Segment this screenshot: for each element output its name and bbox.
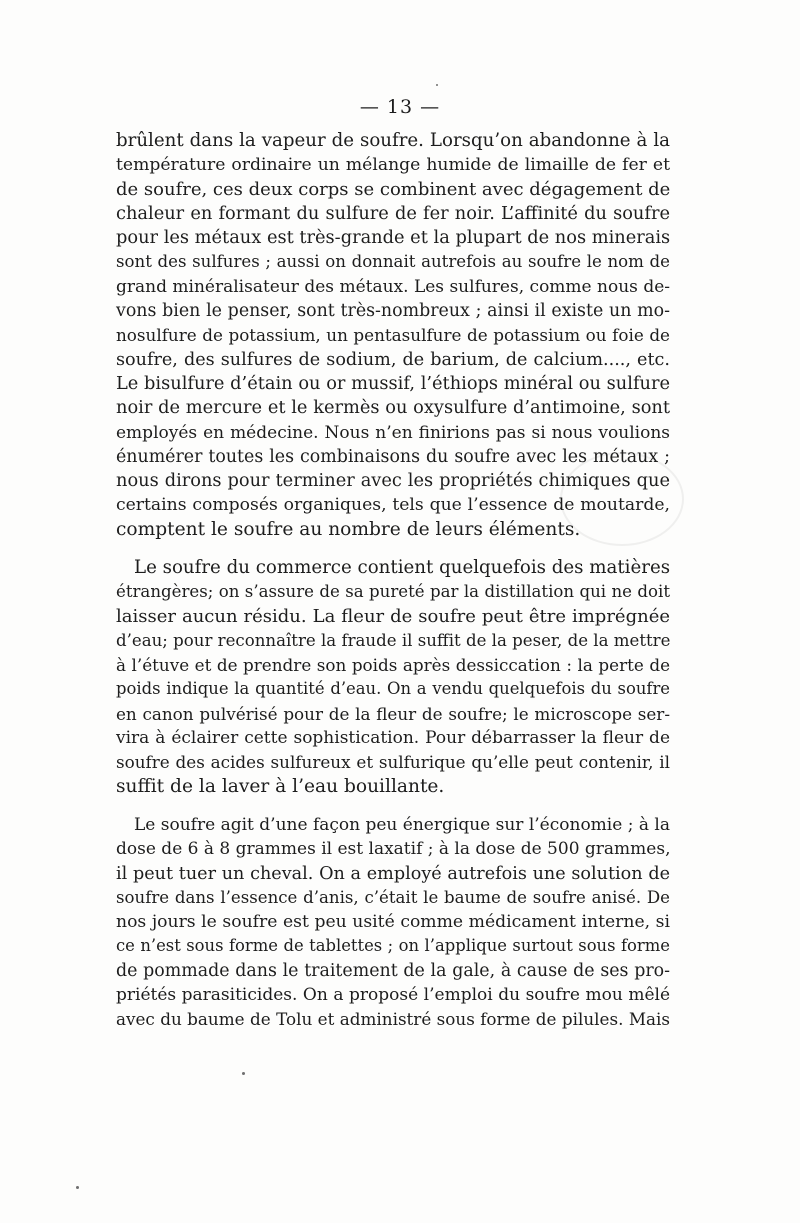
text-line: à l’étuve et de prendre son poids après dessiccation : la perte de bbox=[116, 655, 670, 676]
text-line: poids indique la quantité d’eau. On a vendu quelquefois du soufre bbox=[116, 679, 670, 699]
text-line: il peut tuer un cheval. On a employé autrefois une solution de bbox=[116, 863, 670, 884]
text-line: Le bisulfure d’étain ou or mussif, l’éthiops minéral ou sulfure bbox=[116, 372, 670, 394]
text-line: énumérer toutes les combinaisons du soufre avec les métaux ; bbox=[116, 446, 670, 467]
text-line: chaleur en formant du sulfure de fer noir. L’affinité du soufre bbox=[116, 202, 670, 224]
text-line: en canon pulvérisé pour de la fleur de soufre; le microscope ser- bbox=[116, 703, 670, 724]
text-line: sont des sulfures ; aussi on donnait autrefois au soufre le nom de bbox=[116, 252, 670, 272]
text-line: priétés parasiticides. On a proposé l’emploi du soufre mou mêlé bbox=[116, 985, 670, 1006]
text-line: comptent le soufre au nombre de leurs éléments. bbox=[116, 518, 581, 540]
text-line: vira à éclairer cette sophistication. Pour débarrasser la fleur de bbox=[116, 728, 670, 749]
text-line: soufre dans l’essence d’anis, c’était le baume de soufre anisé. De bbox=[116, 887, 670, 907]
page-number: — 13 — bbox=[359, 96, 441, 118]
print-speck bbox=[242, 1072, 245, 1075]
text-line: noir de mercure et le kermès ou oxysulfure d’antimoine, sont bbox=[116, 397, 670, 419]
paragraph-2 bbox=[116, 556, 670, 799]
paragraph-3 bbox=[116, 813, 670, 1032]
paragraph-1 bbox=[116, 129, 670, 542]
text-line: nous dirons pour terminer avec les propriétés chimiques que bbox=[116, 470, 670, 492]
text-line: laisser aucun résidu. La fleur de soufre peut être imprégnée bbox=[116, 605, 670, 627]
text-line: suffit de la laver à l’eau bouillante. bbox=[116, 775, 445, 797]
text-line: température ordinaire un mélange humide de limaille de fer et bbox=[116, 155, 670, 176]
print-speck bbox=[76, 1186, 79, 1189]
print-speck bbox=[436, 84, 438, 86]
text-line: Le soufre agit d’une façon peu énergique sur l’économie ; à la bbox=[134, 815, 670, 835]
text-line: nosulfure de potassium, un pentasulfure de potassium ou foie de bbox=[116, 325, 670, 346]
text-line: employés en médecine. Nous n’en finirions pas si nous voulions bbox=[116, 422, 670, 443]
text-line: étrangères; on s’assure de sa pureté par la distillation qui ne doit bbox=[116, 582, 670, 602]
text-line: ce n’est sous forme de tablettes ; on l’applique surtout sous forme bbox=[116, 936, 670, 956]
text-line: nos jours le soufre est peu usité comme médicament interne, si bbox=[116, 912, 670, 933]
text-line: pour les métaux est très-grande et la plupart de nos minerais bbox=[116, 227, 671, 249]
text-line: avec du baume de Tolu et administré sous forme de pilules. Mais bbox=[116, 1009, 670, 1030]
text-line: d’eau; pour reconnaître la fraude il suffit de la peser, de la mettre bbox=[116, 630, 671, 650]
text-line: certains composés organiques, tels que l’essence de moutarde, bbox=[116, 495, 670, 516]
text-line: grand minéralisateur des métaux. Les sulfures, comme nous de- bbox=[116, 276, 670, 297]
text-line: brûlent dans la vapeur de soufre. Lorsqu’on abandonne à la bbox=[116, 130, 670, 151]
text-line: de pommade dans le traitement de la gale, à cause de ses pro- bbox=[116, 960, 670, 981]
text-line: de soufre, ces deux corps se combinent avec dégagement de bbox=[116, 178, 671, 200]
text-line: soufre des acides sulfureux et sulfurique qu’elle peut contenir, il bbox=[116, 752, 670, 773]
text-line: vons bien le penser, sont très-nombreux ; ainsi il existe un mo- bbox=[116, 301, 670, 322]
text-line: Le soufre du commerce contient quelquefois des matières bbox=[134, 557, 671, 578]
text-line: soufre, des sulfures de sodium, de barium, de calcium...., etc. bbox=[116, 349, 670, 370]
text-line: dose de 6 à 8 grammes il est laxatif ; à la dose de 500 grammes, bbox=[116, 839, 671, 860]
